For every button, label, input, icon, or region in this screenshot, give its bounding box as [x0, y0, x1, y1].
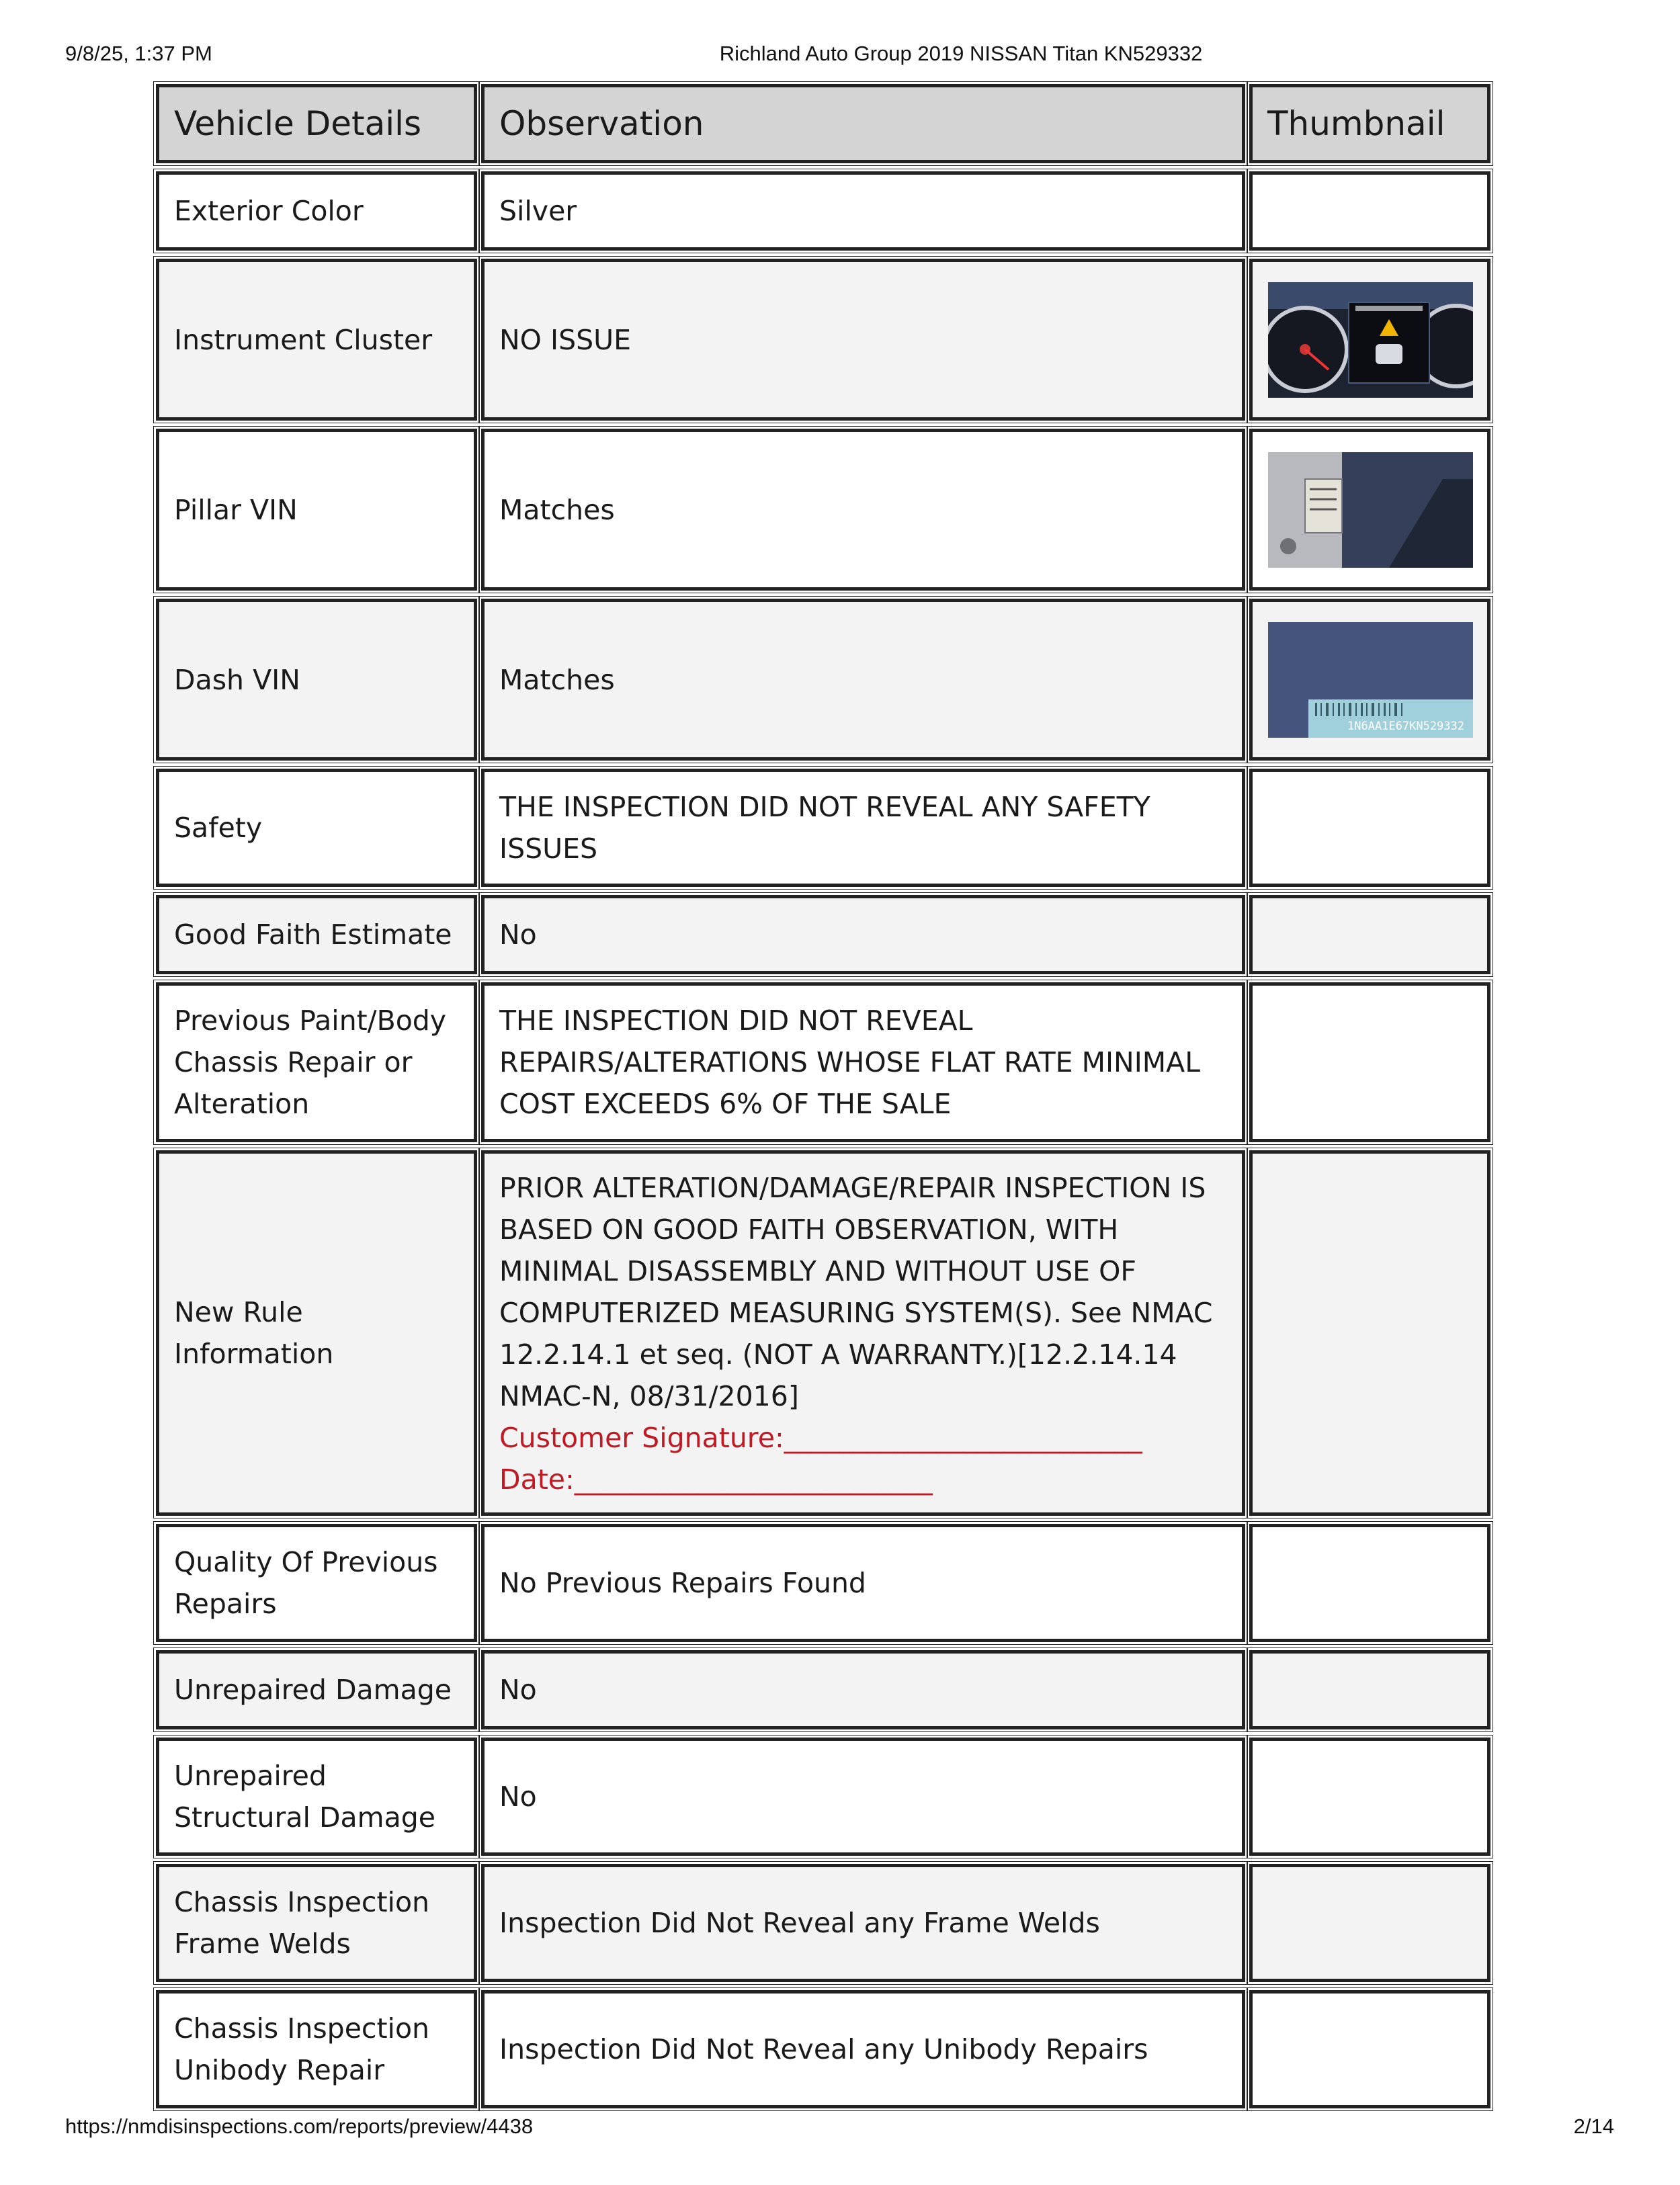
row-label: Chassis Inspection Frame Welds [156, 1864, 477, 1982]
row-value: Inspection Did Not Reveal any Frame Welds [481, 1864, 1245, 1982]
table-row [154, 1520, 1498, 1646]
table-row [154, 891, 1498, 978]
svg-text:1N6AA1E67KN529332: 1N6AA1E67KN529332 [1347, 719, 1464, 733]
table-row [154, 425, 1498, 595]
row-value: No [481, 1650, 1245, 1729]
page-number: 2/14 [1573, 2114, 1614, 2138]
inspection-table [154, 80, 1498, 2112]
row-label: Exterior Color [156, 171, 477, 251]
column-header-observation: Observation [481, 84, 1245, 163]
thumbnail-cell [1249, 982, 1490, 1142]
table-row [154, 167, 1498, 255]
table-row [154, 1986, 1498, 2112]
row-value: No [481, 1738, 1245, 1856]
row-value: Silver [481, 171, 1245, 251]
date-line: Date:__________________________ [499, 1463, 933, 1496]
thumbnail-cell [1249, 1990, 1490, 2108]
row-value: THE INSPECTION DID NOT REVEAL REPAIRS/ALTERATIONS WHOSE FLAT RATE MINIMAL COST EXCEEDS 6% OF THE SALE [481, 982, 1245, 1142]
page-title: Richland Auto Group 2019 NISSAN Titan KN529332 [719, 42, 1203, 65]
table-header-row [154, 80, 1498, 167]
thumbnail-cell [1249, 1738, 1490, 1856]
thumbnail-cell [1249, 171, 1490, 251]
row-label: Unrepaired Structural Damage [156, 1738, 477, 1856]
table-row [154, 1146, 1498, 1520]
row-label: Good Faith Estimate [156, 895, 477, 974]
print-datetime: 9/8/25, 1:37 PM [65, 42, 212, 65]
row-value: No Previous Repairs Found [481, 1524, 1245, 1642]
row-value: Inspection Did Not Reveal any Unibody Repairs [481, 1990, 1245, 2108]
row-value: THE INSPECTION DID NOT REVEAL ANY SAFETY ISSUES [481, 769, 1245, 887]
thumbnail-cell [1249, 1524, 1490, 1642]
row-label: Pillar VIN [156, 429, 477, 591]
row-label: Previous Paint/Body Chassis Repair or Alteration [156, 982, 477, 1142]
thumbnail-cell [1249, 1650, 1490, 1729]
thumbnail-cell [1249, 895, 1490, 974]
table-row [154, 1646, 1498, 1733]
thumbnail-cell [1249, 1864, 1490, 1982]
table-row [154, 978, 1498, 1146]
row-label: Unrepaired Damage [156, 1650, 477, 1729]
thumbnail-cell [1249, 1150, 1490, 1516]
row-label: Chassis Inspection Unibody Repair [156, 1990, 477, 2108]
table-row [154, 1860, 1498, 1986]
table-row [154, 765, 1498, 891]
thumbnail-cell [1249, 429, 1490, 591]
instrument-cluster-thumbnail[interactable] [1268, 282, 1473, 398]
thumbnail-cell [1249, 259, 1490, 421]
dash-vin-thumbnail[interactable] [1268, 622, 1473, 738]
pillar-vin-thumbnail[interactable] [1268, 452, 1473, 568]
row-label: New Rule Information [156, 1150, 477, 1516]
row-label: Dash VIN [156, 599, 477, 761]
row-label: Safety [156, 769, 477, 887]
page-url[interactable]: https://nmdisinspections.com/reports/preview/4438 [65, 2114, 534, 2138]
new-rule-text: PRIOR ALTERATION/DAMAGE/REPAIR INSPECTION IS BASED ON GOOD FAITH OBSERVATION, WITH MINIMAL DISASSEMBLY AND WITHOUT USE OF COMPUTERIZED MEASURING SYSTEM(S). See NMAC 12.2.14.1 et seq. (NOT A WARRANTY.)[12.2.14.14 NMAC-N, 08/31/2016] [499, 1172, 1213, 1412]
table-row [154, 255, 1498, 425]
column-header-thumbnail: Thumbnail [1249, 84, 1490, 163]
column-header-vehicle-details: Vehicle Details [156, 84, 477, 163]
table-row [154, 1733, 1498, 1860]
table-row [154, 595, 1498, 765]
row-value: Matches [481, 429, 1245, 591]
row-value: NO ISSUE [481, 259, 1245, 421]
row-value [481, 1150, 1245, 1516]
row-label: Instrument Cluster [156, 259, 477, 421]
thumbnail-cell [1249, 769, 1490, 887]
thumbnail-cell [1249, 599, 1490, 761]
row-label: Quality Of Previous Repairs [156, 1524, 477, 1642]
customer-signature-line: Customer Signature:__________________________ [499, 1422, 1142, 1454]
row-value: No [481, 895, 1245, 974]
row-value: Matches [481, 599, 1245, 761]
